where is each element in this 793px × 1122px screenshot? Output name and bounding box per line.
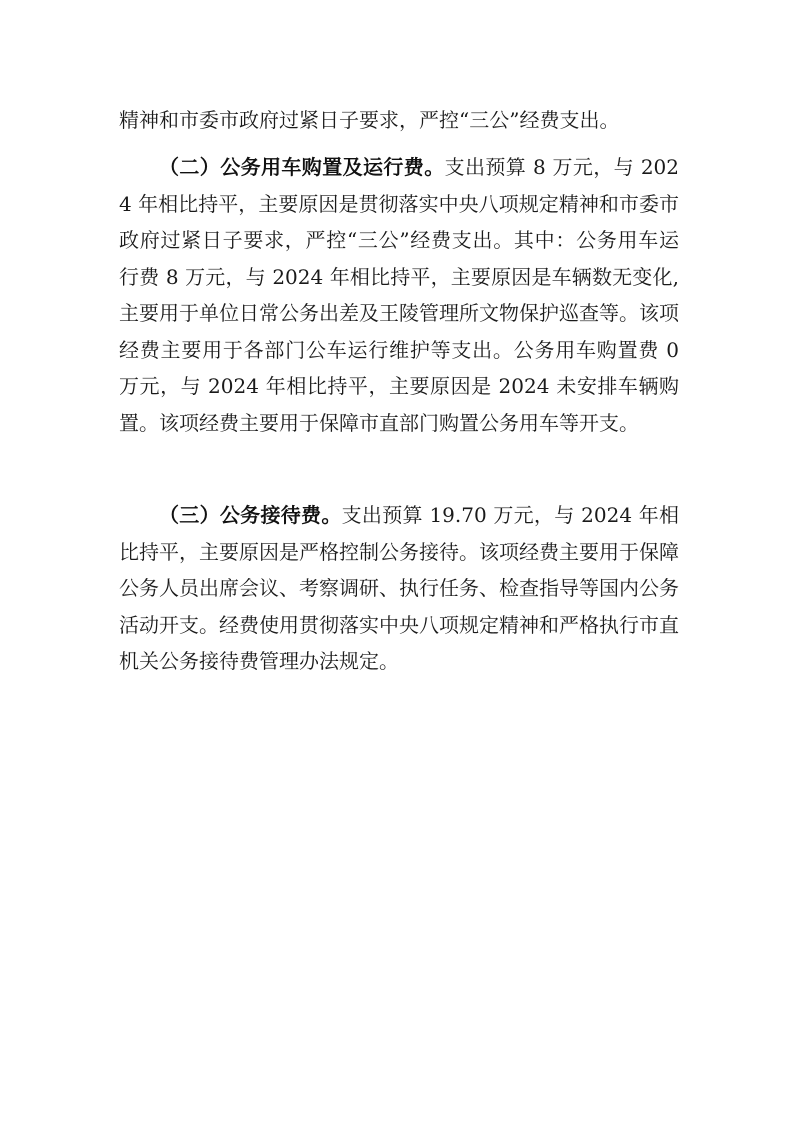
continuation-paragraph [119,102,679,139]
continuation-text: 精神和市委市政府过紧日子要求，严控“三公”经费支出。 [119,108,620,132]
section-3-paragraph [119,497,679,680]
section-3-heading: （三）公务接待费。 [159,503,342,527]
section-2-heading: （二）公务用车购置及运行费。 [159,155,445,179]
section-2-body: 支出预算 8 万元，与 2024 年相比持平，主要原因是贯彻落实中央八项规定精神和市委市政府过紧日子要求，严控“三公”经费支出。其中：公务用车运行费 8 万元，与 2024 年相比持平，主要原因是车辆数无变化,主要用于单位日常公务出差及王陵管理所文物保护巡查等。该项经费主要用于各部门公车运行维护等支出。公务用车购置费 0 万元，与 2024 年相比持平，主要原因是 2024 未安排车辆购置。该项经费主要用于保障市直部门购置公务用车等开支。 [119,155,679,435]
section-3-body: 支出预算 19.70 万元，与 2024 年相比持平，主要原因是严格控制公务接待。该项经费主要用于保障公务人员出席会议、考察调研、执行任务、检查指导等国内公务活动开支。经费使用贯彻落实中央八项规定精神和严格执行市直机关公务接待费管理办法规定。 [119,503,679,673]
section-2-paragraph [119,149,679,441]
